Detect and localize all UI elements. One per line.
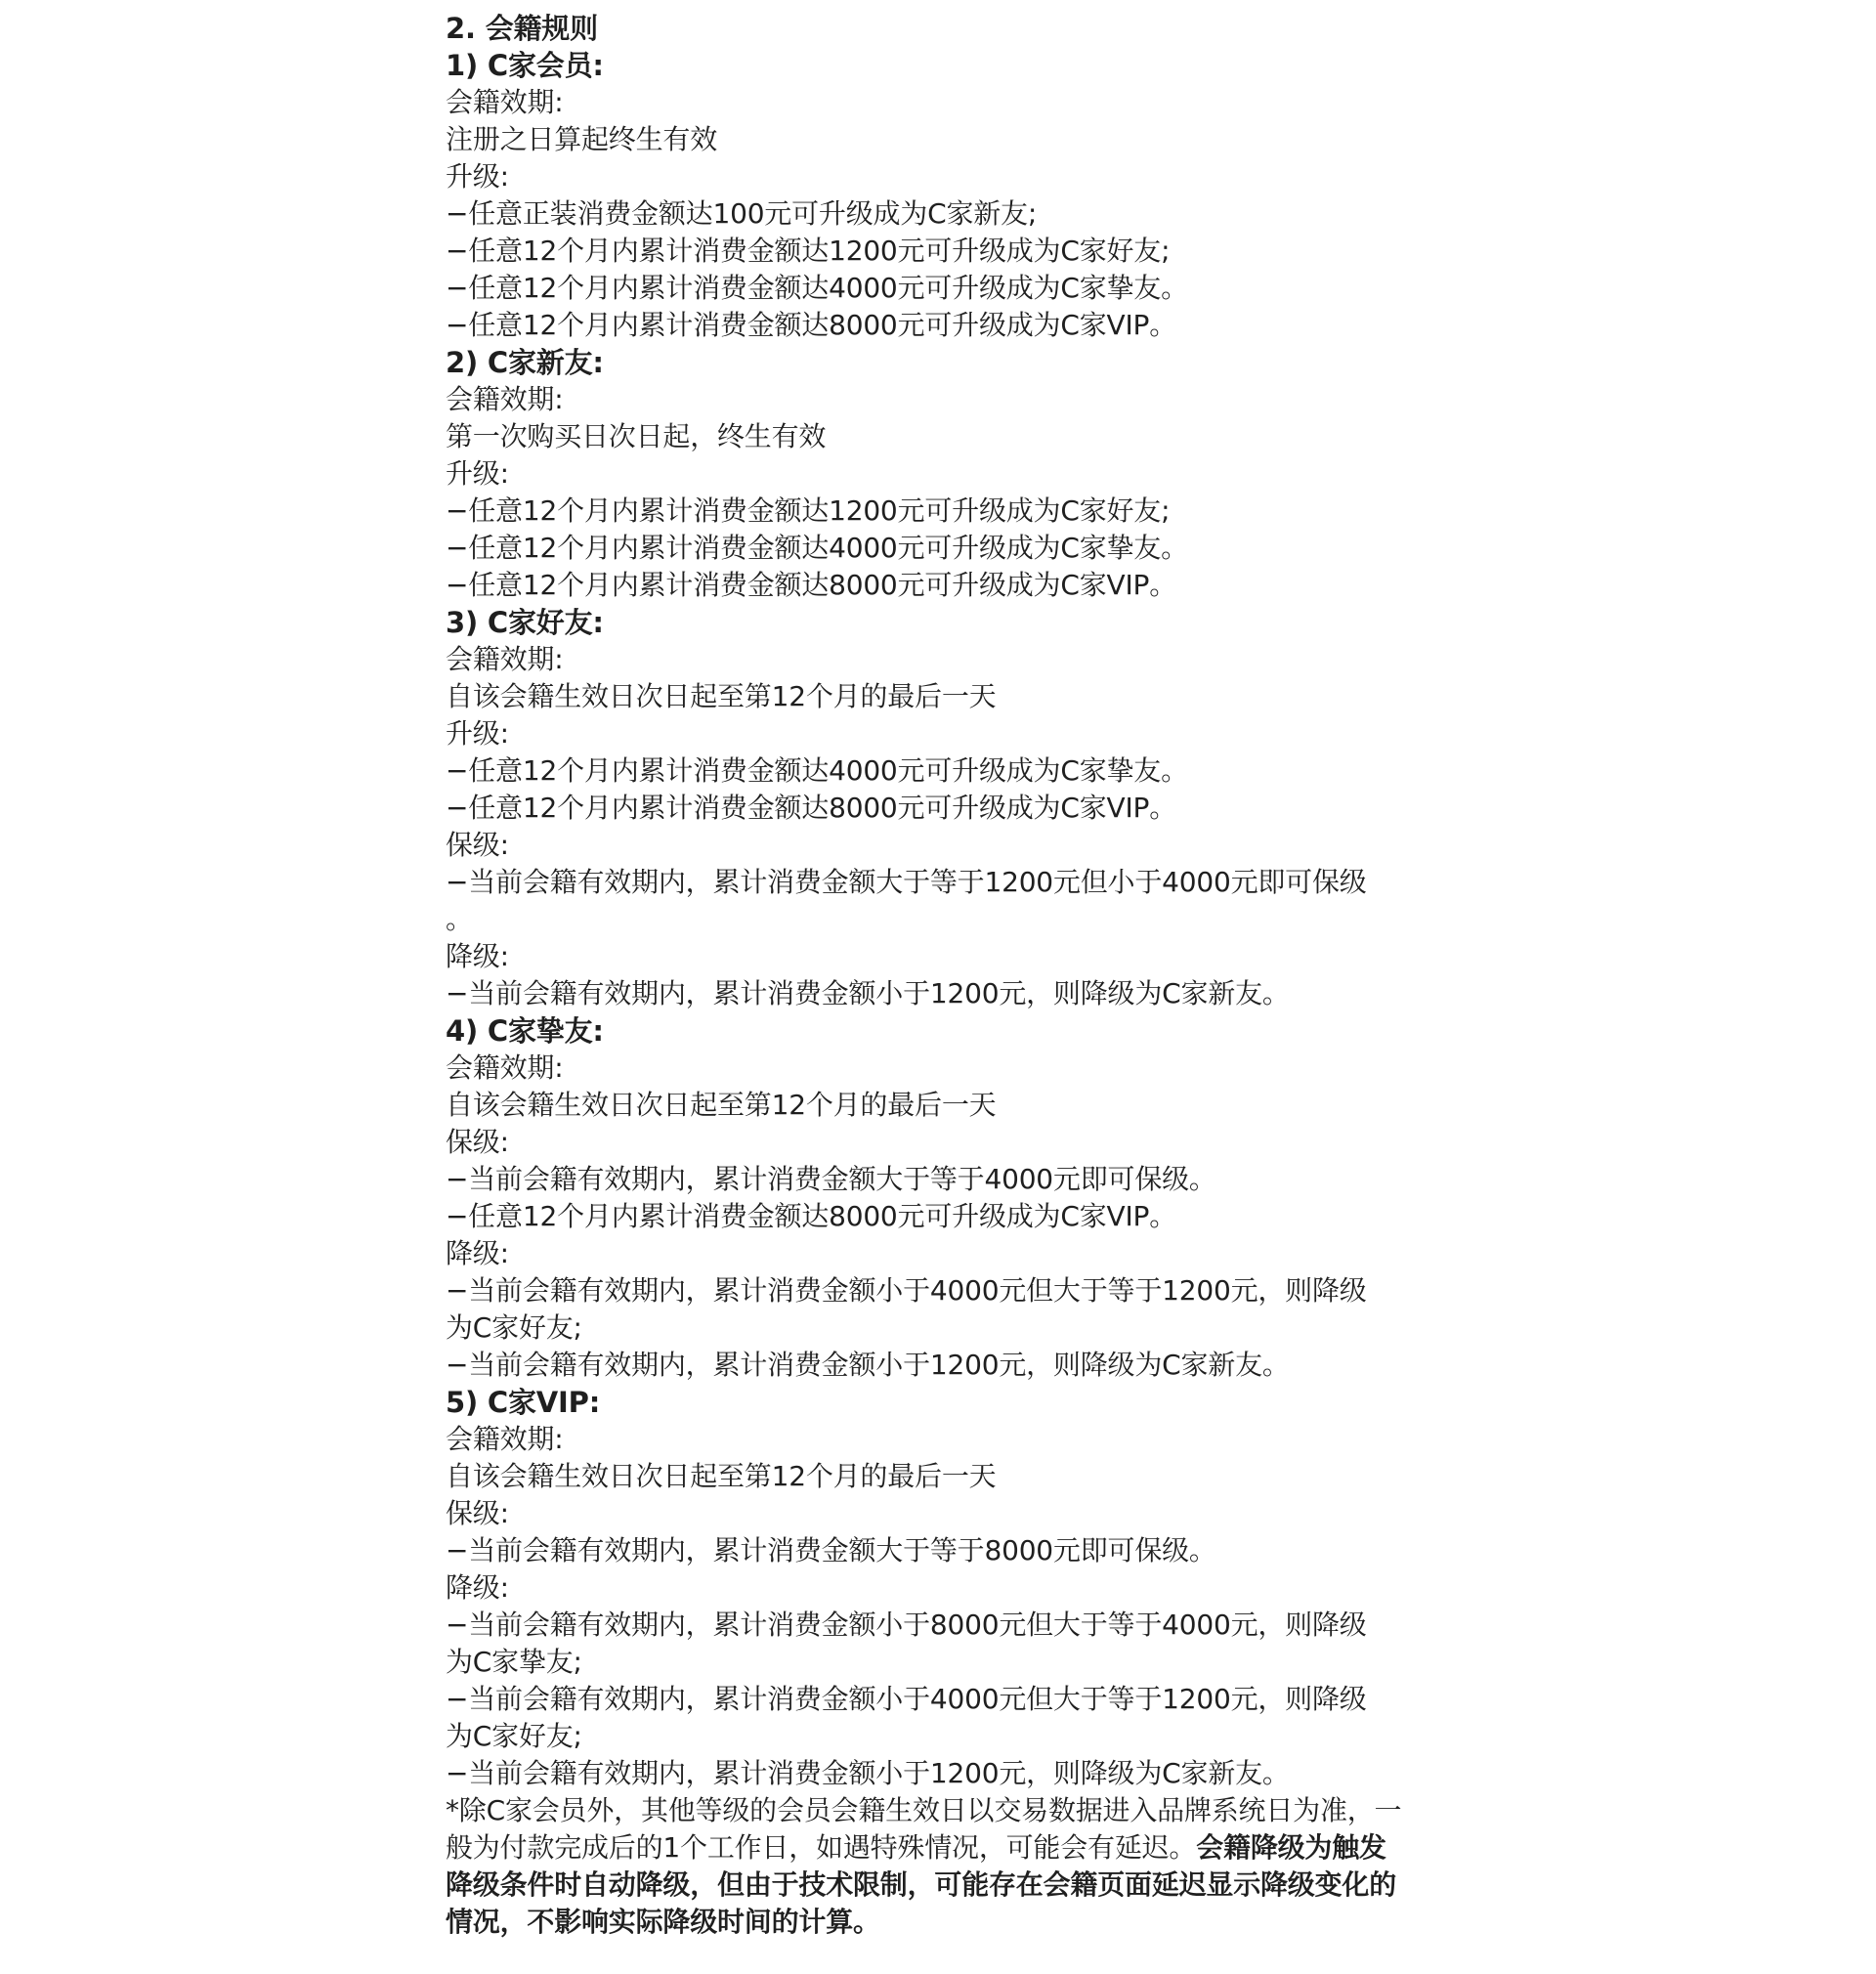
tier-section-member <box>446 47 1423 344</box>
rule-line: −任意12个月内累计消费金额达8000元可升级成为C家VIP。 <box>446 309 1176 341</box>
rule-line: 自该会籍生效日次日起至第12个月的最后一天 <box>446 680 997 712</box>
footnote-bold-text: 会籍降级为触发降级条件时自动降级，但由于技术限制，可能存在会籍页面延迟显示降级变化的情况，不影响实际降级时间的计算。 <box>446 1831 1397 1938</box>
footnote <box>446 1792 1413 1941</box>
rule-line: −任意12个月内累计消费金额达4000元可升级成为C家挚友。 <box>446 532 1188 564</box>
tier-heading: 5) C家VIP: <box>446 1386 601 1419</box>
rule-line: 降级: <box>446 940 509 972</box>
rule-line: −任意12个月内累计消费金额达1200元可升级成为C家好友; <box>446 235 1171 267</box>
tier-heading: 1) C家会员: <box>446 49 604 82</box>
rule-line: 保级: <box>446 1497 509 1529</box>
rule-line: −任意12个月内累计消费金额达1200元可升级成为C家好友; <box>446 494 1171 527</box>
rule-line: 注册之日算起终生有效 <box>446 123 718 155</box>
tier-section-vip <box>446 1384 1423 1792</box>
rule-line: 降级: <box>446 1237 509 1269</box>
rule-line: 会籍效期: <box>446 1423 564 1455</box>
rule-line: −当前会籍有效期内，累计消费金额大于等于8000元即可保级。 <box>446 1534 1216 1566</box>
rule-line: −任意正装消费金额达100元可升级成为C家新友; <box>446 197 1038 230</box>
tier-heading: 3) C家好友: <box>446 606 604 639</box>
rule-line: 。 <box>446 903 473 935</box>
tier-section-new-friend <box>446 344 1423 604</box>
rule-line: −任意12个月内累计消费金额达4000元可升级成为C家挚友。 <box>446 272 1188 304</box>
rule-line: 升级: <box>446 717 509 750</box>
rule-line: 自该会籍生效日次日起至第12个月的最后一天 <box>446 1089 997 1121</box>
rule-line: 会籍效期: <box>446 643 564 675</box>
rule-line: −当前会籍有效期内，累计消费金额小于1200元，则降级为C家新友。 <box>446 1757 1290 1789</box>
rule-line: −当前会籍有效期内，累计消费金额小于8000元但大于等于4000元，则降级 <box>446 1609 1367 1641</box>
footnote-text: *除C家会员外，其他等级的会员会籍生效日以交易数据进入品牌系统日为准，一般为付款完成后的1个工作日，如遇特殊情况，可能会有延迟。 <box>446 1794 1402 1864</box>
tier-heading: 4) C家挚友: <box>446 1014 604 1048</box>
rule-line: −当前会籍有效期内，累计消费金额小于4000元但大于等于1200元，则降级 <box>446 1683 1367 1715</box>
rule-line: −当前会籍有效期内，累计消费金额小于1200元，则降级为C家新友。 <box>446 1349 1290 1381</box>
rule-line: 为C家挚友; <box>446 1646 582 1678</box>
rule-line: −任意12个月内累计消费金额达8000元可升级成为C家VIP。 <box>446 792 1176 824</box>
rule-line: −当前会籍有效期内，累计消费金额小于1200元，则降级为C家新友。 <box>446 977 1290 1009</box>
rule-line: 升级: <box>446 160 509 193</box>
rule-line: −任意12个月内累计消费金额达8000元可升级成为C家VIP。 <box>446 569 1176 601</box>
rule-line: 降级: <box>446 1571 509 1604</box>
tier-section-close-friend <box>446 1012 1423 1384</box>
membership-rules-document <box>446 10 1423 1941</box>
rule-line: 会籍效期: <box>446 1051 564 1084</box>
rule-line: 第一次购买日次日起，终生有效 <box>446 420 827 452</box>
rule-line: 升级: <box>446 457 509 490</box>
rule-line: 保级: <box>446 1126 509 1158</box>
rule-line: −当前会籍有效期内，累计消费金额大于等于4000元即可保级。 <box>446 1163 1216 1195</box>
tier-section-good-friend <box>446 604 1423 1012</box>
rule-line: −任意12个月内累计消费金额达8000元可升级成为C家VIP。 <box>446 1200 1176 1232</box>
rule-line: 自该会籍生效日次日起至第12个月的最后一天 <box>446 1460 997 1492</box>
rule-line: 会籍效期: <box>446 383 564 415</box>
rule-line: 保级: <box>446 829 509 861</box>
rule-line: 为C家好友; <box>446 1720 582 1752</box>
rule-line: 会籍效期: <box>446 86 564 118</box>
rule-line: 为C家好友; <box>446 1311 582 1344</box>
section-title: 2. 会籍规则 <box>446 12 598 45</box>
rule-line: −任意12个月内累计消费金额达4000元可升级成为C家挚友。 <box>446 754 1188 787</box>
rule-line: −当前会籍有效期内，累计消费金额大于等于1200元但小于4000元即可保级 <box>446 866 1367 898</box>
tier-heading: 2) C家新友: <box>446 346 604 379</box>
rule-line: −当前会籍有效期内，累计消费金额小于4000元但大于等于1200元，则降级 <box>446 1274 1367 1307</box>
